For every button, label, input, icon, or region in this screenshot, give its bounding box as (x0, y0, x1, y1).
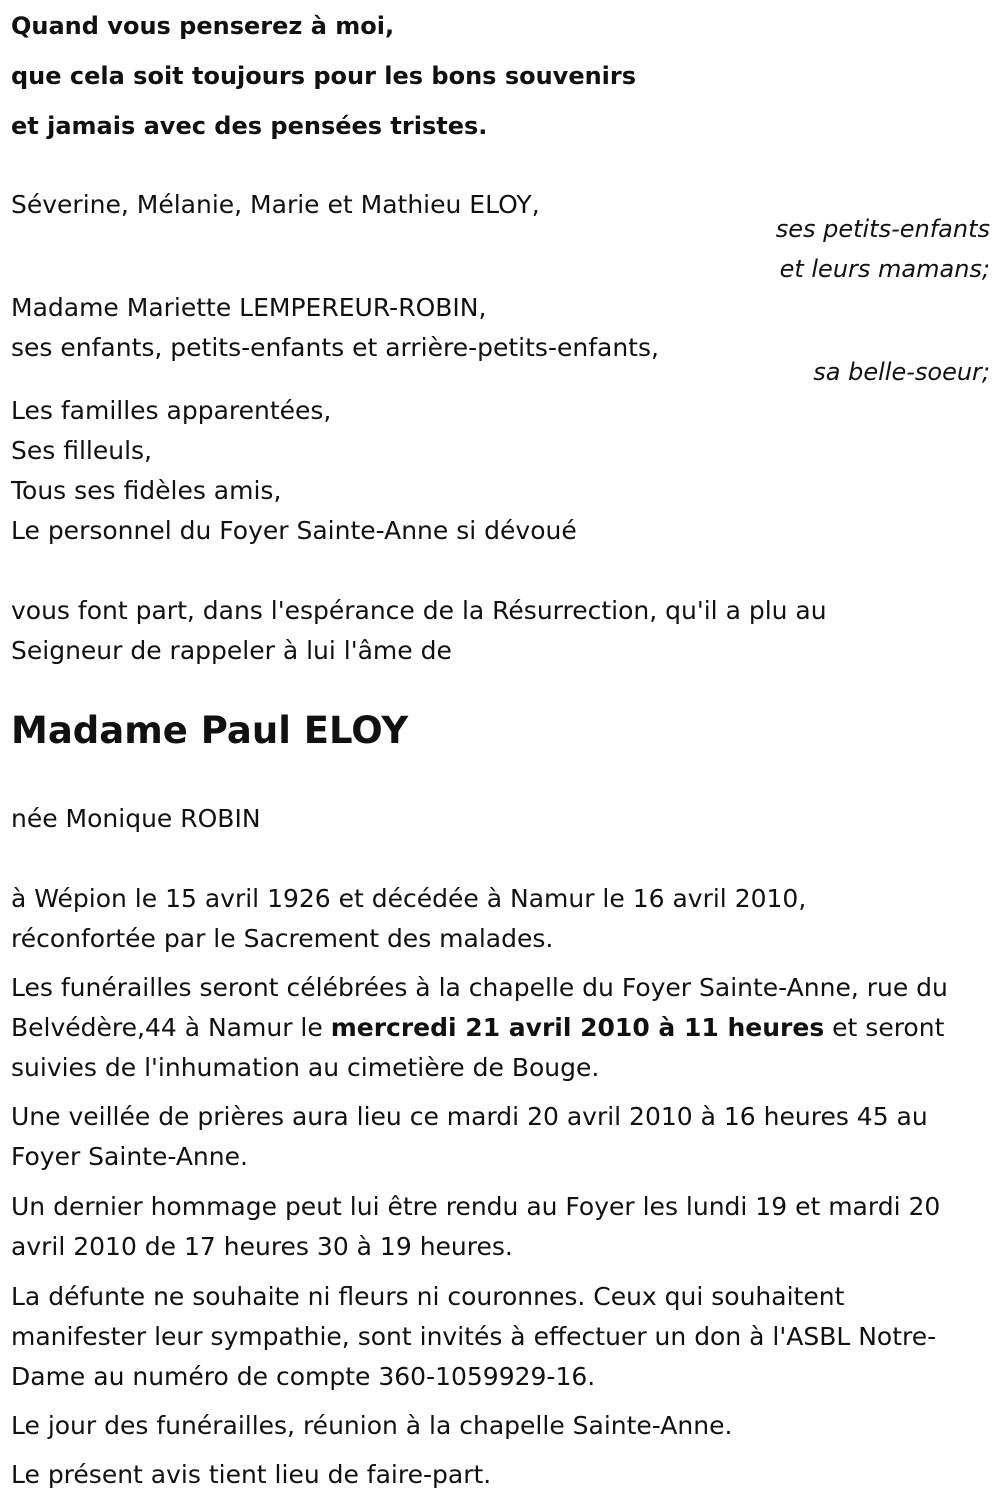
funeral-text-after: et seront suivies de l'inhumation au cimetière de Bouge. (11, 1013, 945, 1082)
sister-in-law-role: sa belle-soeur; (813, 358, 990, 386)
family-others-2: Ses filleuls, (11, 436, 153, 465)
tribute-paragraph: Un dernier hommage peut lui être rendu au Foyer les lundi 19 et mardi 20 avril 2010 de 17 heures 30 à 19 heures. (11, 1192, 941, 1261)
flowers-paragraph: La défunte ne souhaite ni fleurs ni couronnes. Ceux qui souhaitent manifester leur sympathie, sont invités à effectuer un don à l'ASBL Notre-Dame au numéro de compte 360-1059929-16. (11, 1282, 937, 1391)
notice-paragraph: Le présent avis tient lieu de faire-part. (11, 1460, 492, 1489)
family-others-3: Tous ses fidèles amis, (11, 476, 282, 505)
grandchildren-names: Séverine, Mélanie, Marie et Mathieu ELOY, (11, 190, 540, 219)
funeral-paragraph (11, 968, 983, 1088)
deceased-name: Madame Paul ELOY (11, 709, 409, 752)
announcement-line-2: Seigneur de rappeler à lui l'âme de (11, 636, 452, 665)
family-others-1: Les familles apparentées, (11, 396, 332, 425)
funeral-date-time: mercredi 21 avril 2010 à 11 heures (330, 1013, 825, 1042)
birth-death-line-2: réconfortée par le Sacrement des malades. (11, 924, 554, 953)
meeting-paragraph: Le jour des funérailles, réunion à la chapelle Sainte-Anne. (11, 1411, 733, 1440)
announcement-line-1: vous font part, dans l'espérance de la Résurrection, qu'il a plu au (11, 596, 827, 625)
poem-line-3: et jamais avec des pensées tristes. (11, 112, 488, 140)
family-others-4: Le personnel du Foyer Sainte-Anne si dévoué (11, 516, 577, 545)
grandchildren-role-1: ses petits-enfants (775, 215, 990, 243)
sister-in-law-name: Madame Mariette LEMPEREUR-ROBIN, (11, 293, 487, 322)
poem-line-2: que cela soit toujours pour les bons souvenirs (11, 62, 637, 90)
funeral-text-before: Les funérailles seront célébrées à la chapelle du Foyer Sainte-Anne, rue du Belvédère,44 à Namur le (11, 973, 948, 1042)
poem-line-1: Quand vous penserez à moi, (11, 12, 395, 40)
grandchildren-role-2: et leurs mamans; (779, 255, 990, 283)
birth-death-line-1: à Wépion le 15 avril 1926 et décédée à Namur le 16 avril 2010, (11, 884, 807, 913)
sister-in-law-family: ses enfants, petits-enfants et arrière-petits-enfants, (11, 333, 659, 362)
deceased-birth-name: née Monique ROBIN (11, 804, 261, 833)
vigil-paragraph: Une veillée de prières aura lieu ce mardi 20 avril 2010 à 16 heures 45 au Foyer Sainte-Anne. (11, 1102, 928, 1171)
